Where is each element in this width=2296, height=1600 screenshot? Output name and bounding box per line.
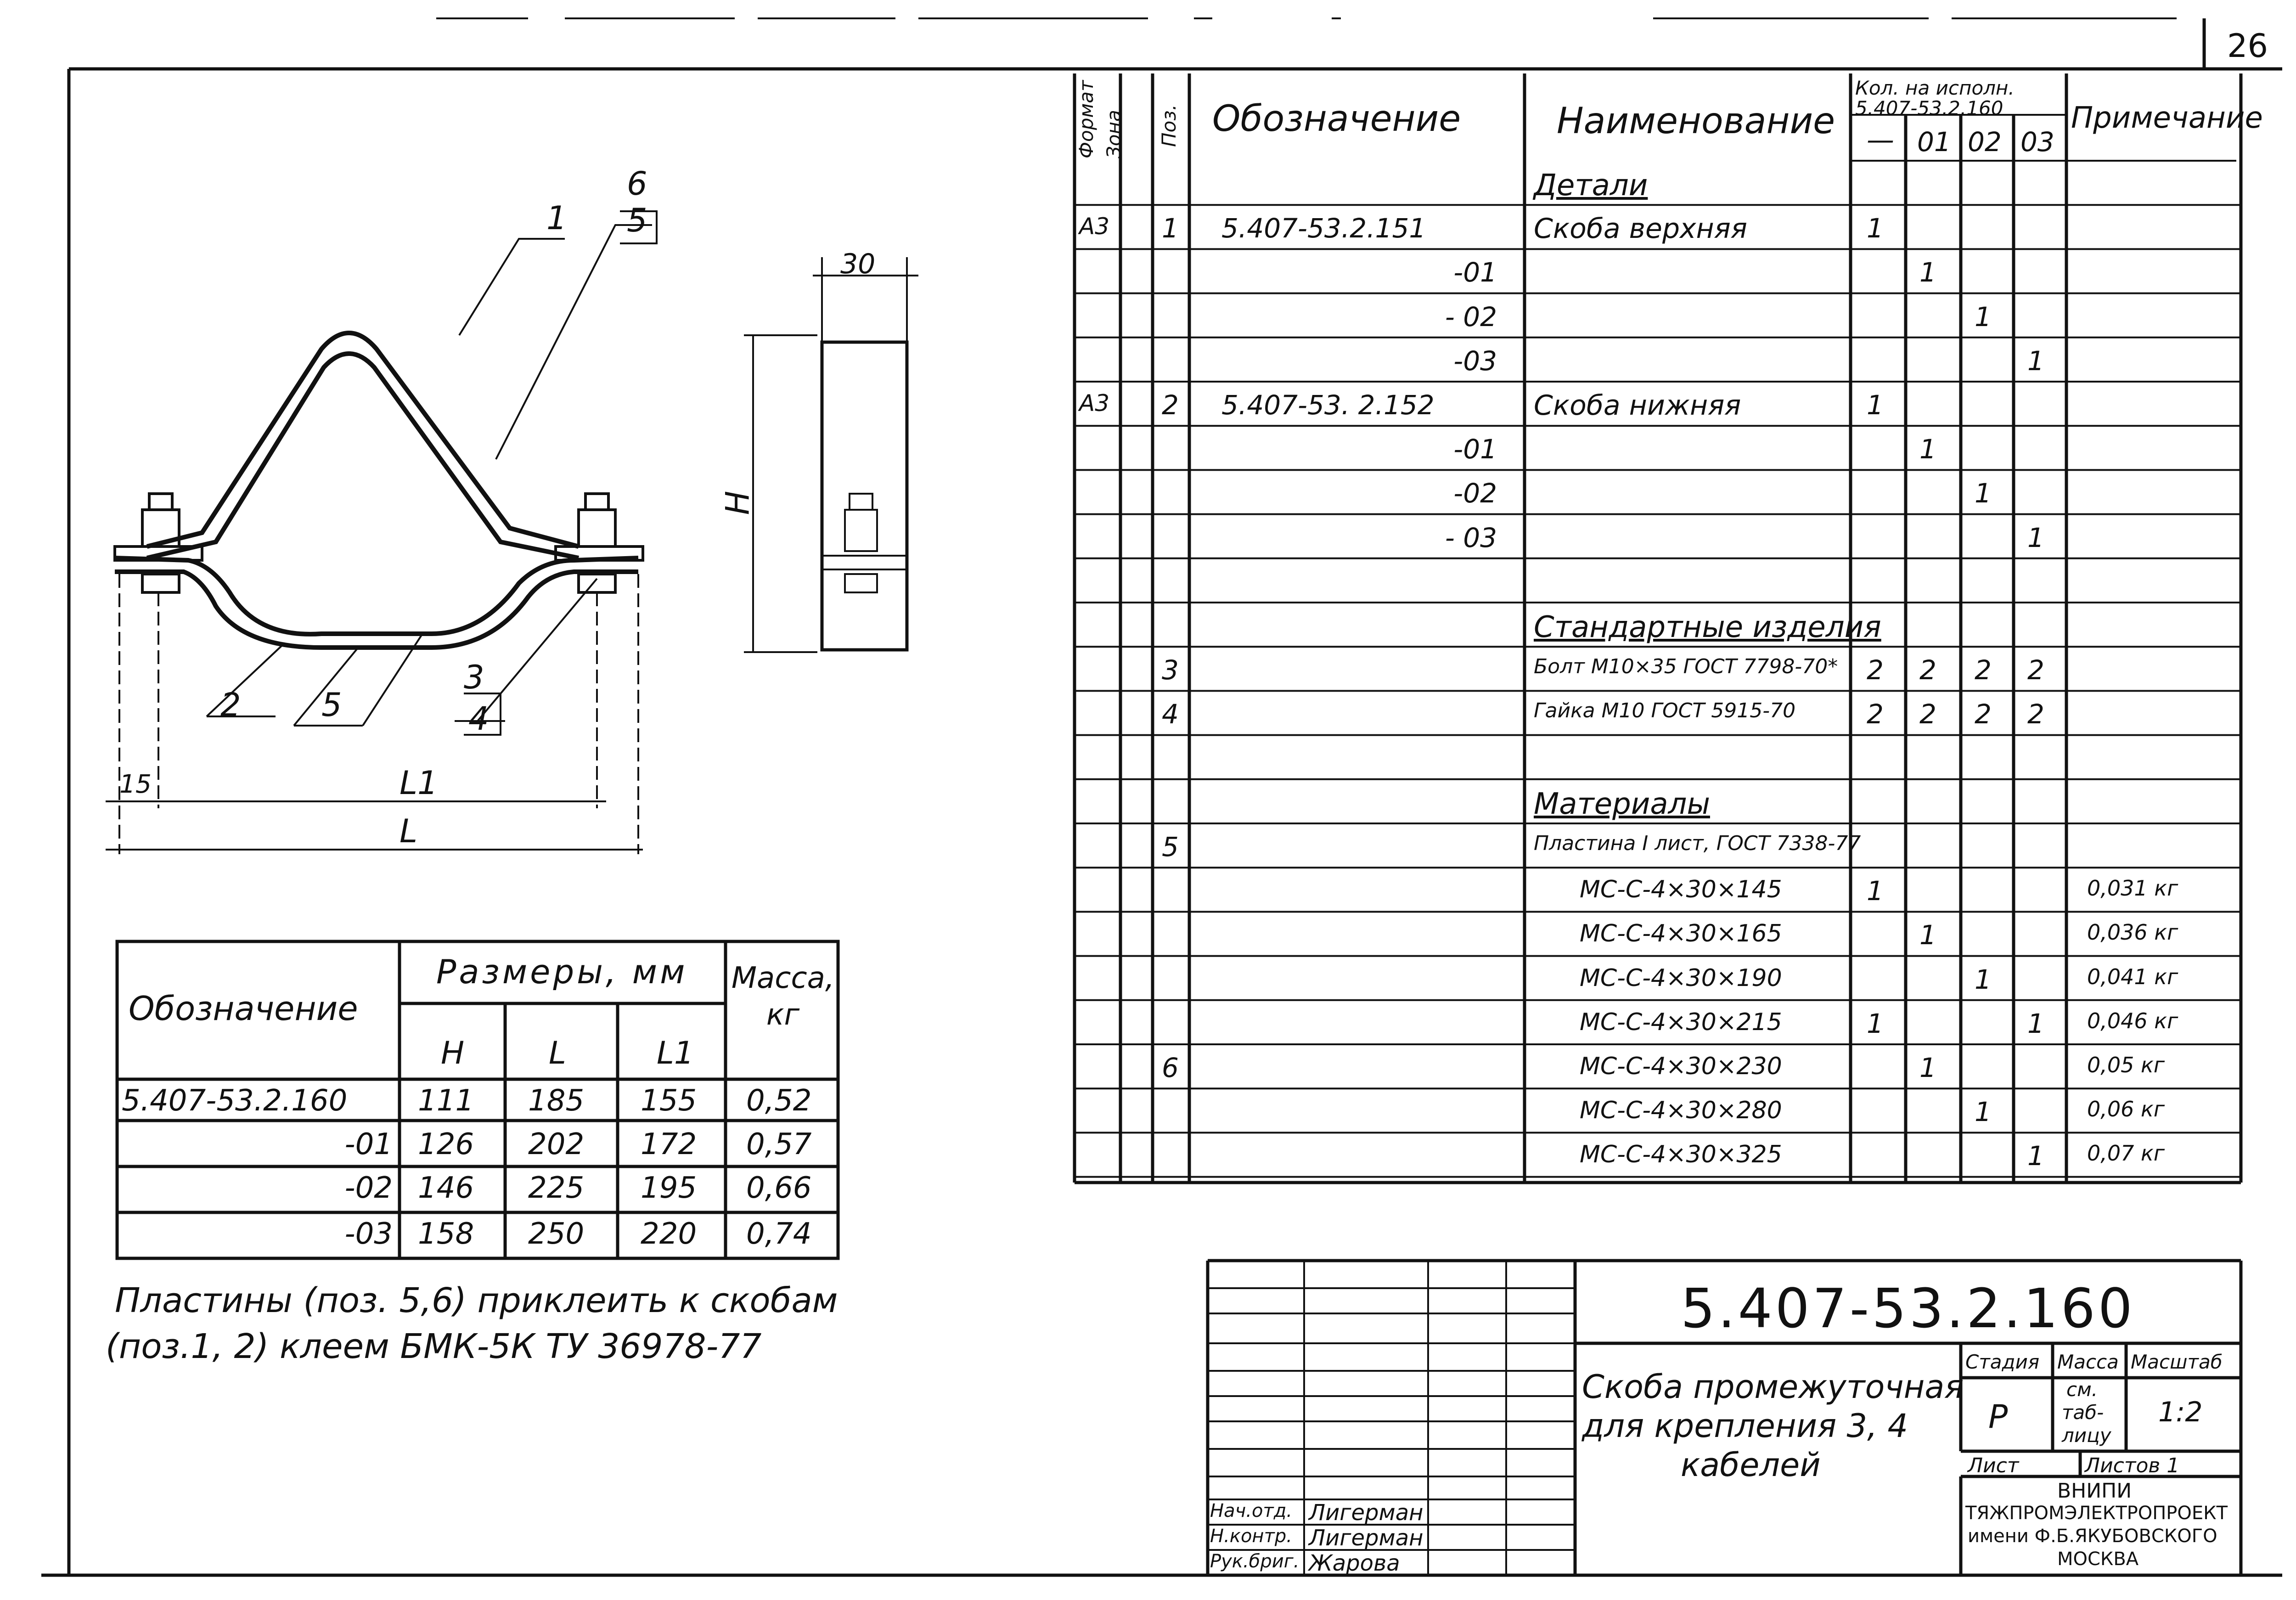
spec-cell-name: МС-С-4×30×325 (1580, 1141, 1782, 1169)
spec-cell-note: 0,046 кг (2087, 1008, 2178, 1033)
spec-cell-q2: 1 (1975, 301, 1992, 332)
mass-value-l1: см. (2066, 1378, 2098, 1401)
size-header-sizes: Размеры, мм (436, 952, 688, 991)
spec-header-name: Наименование (1557, 101, 1835, 142)
spec-header-pos: Поз. (1158, 104, 1180, 147)
size-row-designation: -02 (344, 1171, 393, 1205)
spec-header-q0: — (1867, 124, 1894, 156)
spec-cell-q0: 1 (1867, 875, 1884, 907)
spec-cell-q2: 1 (1975, 963, 1992, 995)
size-row-mass: 0,74 (746, 1217, 812, 1251)
size-row-h: 126 (418, 1127, 474, 1161)
size-row-h: 111 (418, 1084, 474, 1118)
spec-cell-q3: 1 (2027, 1140, 2044, 1172)
spec-cell-designation: - 02 (1445, 301, 1497, 332)
callout-pos2: 2 (220, 686, 241, 724)
spec-cell-q2: 1 (1975, 478, 1992, 509)
spec-cell-q0: 2 (1867, 654, 1884, 686)
spec-cell-q1: 2 (1919, 654, 1936, 686)
clamp-side-view (744, 257, 918, 652)
signer-name: Лигерман (1309, 1525, 1424, 1551)
dim-width-30: 30 (840, 248, 876, 280)
title-line3: кабелей (1681, 1446, 1821, 1484)
title-line1: Скоба промежуточная (1582, 1368, 1964, 1406)
size-row-designation: -01 (344, 1127, 393, 1161)
spec-header-designation: Обозначение (1212, 98, 1461, 140)
spec-header-q3: 03 (2020, 126, 2054, 158)
spec-cell-q3: 1 (2027, 522, 2044, 553)
size-header-designation: Обозначение (129, 989, 358, 1028)
spec-cell-note: 0,07 кг (2087, 1141, 2165, 1166)
stage-value: Р (1988, 1398, 2008, 1436)
callout-pos5: 5 (627, 202, 647, 239)
size-row-mass: 0,57 (746, 1127, 812, 1161)
spec-header-format: Формат (1075, 80, 1097, 158)
spec-cell-name: МС-С-4×30×145 (1580, 876, 1782, 904)
spec-cell-note: 0,036 кг (2087, 920, 2178, 945)
spec-cell-q3: 1 (2027, 345, 2044, 377)
dim-height-h: H (719, 490, 757, 515)
spec-header-zone: Зона (1103, 110, 1125, 158)
scale-value: 1:2 (2158, 1396, 2203, 1428)
spec-header-q1: 01 (1917, 126, 1951, 158)
spec-cell-designation: 5.407-53. 2.152 (1221, 389, 1435, 421)
signer-role: Н.контр. (1210, 1526, 1292, 1547)
spec-cell-q3: 2 (2027, 654, 2044, 686)
spec-cell-q3: 2 (2027, 699, 2044, 730)
size-row-l1: 220 (641, 1217, 697, 1251)
dim-15: 15 (119, 769, 152, 799)
signer-role: Нач.отд. (1210, 1500, 1293, 1521)
spec-cell-pos: 4 (1162, 699, 1179, 730)
spec-cell-q1: 1 (1919, 257, 1936, 288)
dim-l1: L1 (400, 764, 438, 802)
spec-cell-q0: 1 (1867, 213, 1884, 244)
clamp-front-view (106, 211, 657, 854)
spec-cell-section: Детали (1534, 169, 1648, 203)
size-row-mass: 0,52 (746, 1084, 812, 1118)
spec-cell-name: МС-С-4×30×190 (1580, 964, 1782, 992)
callout-pos3: 3 (464, 659, 484, 696)
spec-cell-q1: 2 (1919, 699, 1936, 730)
spec-cell-q2: 1 (1975, 1096, 1992, 1128)
mass-value-l3: лицу (2062, 1424, 2111, 1447)
spec-cell-pos: 6 (1162, 1052, 1179, 1083)
spec-cell-name: МС-С-4×30×230 (1580, 1053, 1782, 1080)
stage-label: Стадия (1965, 1351, 2040, 1373)
callout-pos4: 4 (468, 700, 489, 738)
spec-cell-q2: 2 (1975, 699, 1992, 730)
spec-cell-format: А3 (1079, 390, 1110, 417)
spec-cell-name: Скоба верхняя (1534, 213, 1747, 245)
mass-label: Масса (2057, 1351, 2119, 1373)
spec-cell-q2: 2 (1975, 654, 1992, 686)
spec-header-note: Примечание (2071, 101, 2263, 135)
title-line2: для крепления 3, 4 (1582, 1407, 1908, 1445)
org-line2: ТЯЖПРОМЭЛЕКТРОПРОЕКТ (1965, 1503, 2228, 1524)
sheet-number: 26 (2227, 27, 2268, 65)
spec-header-qty: Кол. на исполн. 5.407-53.2.160 (1855, 77, 2015, 120)
size-col-l1: L1 (657, 1035, 694, 1071)
spec-cell-pos: 3 (1162, 654, 1179, 686)
doc-number: 5.407-53.2.160 (1681, 1277, 2135, 1340)
callout-pos6: 6 (627, 165, 647, 203)
mass-value-l2: таб- (2062, 1401, 2104, 1424)
size-row-l: 250 (528, 1217, 585, 1251)
spec-cell-q1: 1 (1919, 1052, 1936, 1083)
spec-cell-designation: 5.407-53.2.151 (1221, 213, 1426, 244)
spec-cell-name: МС-С-4×30×165 (1580, 920, 1782, 948)
spec-cell-q3: 1 (2027, 1008, 2044, 1039)
signer-role: Рук.бриг. (1210, 1551, 1300, 1572)
spec-cell-format: А3 (1079, 213, 1110, 240)
spec-cell-q0: 1 (1867, 1008, 1884, 1039)
spec-cell-designation: -02 (1453, 478, 1497, 509)
org-line3: имени Ф.Б.ЯКУБОВСКОГО (1968, 1526, 2217, 1547)
size-row-designation: -03 (344, 1217, 393, 1251)
spec-cell-note: 0,031 кг (2087, 876, 2178, 901)
spec-cell-designation: -01 (1453, 434, 1497, 465)
spec-cell-section: Материалы (1534, 787, 1710, 821)
spec-cell-q0: 1 (1867, 389, 1884, 421)
signer-name: Лигерман (1309, 1500, 1424, 1526)
spec-cell-pos: 5 (1162, 831, 1179, 862)
signer-name: Жарова (1309, 1550, 1400, 1576)
size-header-mass: Масса, кг (731, 961, 835, 1032)
size-row-l: 202 (528, 1127, 585, 1161)
spec-cell-designation: - 03 (1445, 522, 1497, 553)
size-col-h: H (441, 1035, 465, 1071)
callout-pos1: 1 (546, 199, 567, 237)
spec-cell-designation: -03 (1453, 345, 1497, 377)
spec-cell-name: Гайка М10 ГОСТ 5915-70 (1534, 699, 1796, 723)
size-row-l: 185 (528, 1084, 585, 1118)
spec-cell-name: Скоба нижняя (1534, 389, 1741, 422)
scale-label: Масштаб (2131, 1351, 2223, 1373)
spec-cell-note: 0,05 кг (2087, 1053, 2165, 1077)
callout-pos5b: 5 (321, 686, 342, 724)
note-line1: Пластины (поз. 5,6) приклеить к скобам (115, 1281, 838, 1320)
spec-cell-q1: 1 (1919, 434, 1936, 465)
spec-cell-name: МС-С-4×30×215 (1580, 1008, 1782, 1036)
spec-cell-section: Стандартные изделия (1534, 610, 1881, 644)
spec-cell-q1: 1 (1919, 919, 1936, 951)
spec-cell-pos: 2 (1162, 389, 1179, 421)
org-line4: МОСКВА (2057, 1549, 2139, 1570)
spec-cell-note: 0,041 кг (2087, 964, 2178, 989)
note-line2: (поз.1, 2) клеем БМК-5К ТУ 36978-77 (106, 1327, 762, 1366)
spec-cell-note: 0,06 кг (2087, 1097, 2165, 1122)
spec-cell-pos: 1 (1162, 213, 1179, 244)
spec-cell-name: МС-С-4×30×280 (1580, 1097, 1782, 1125)
size-row-h: 146 (418, 1171, 474, 1205)
spec-header-q2: 02 (1968, 126, 2002, 158)
sheets-label: Листов 1 (2085, 1454, 2180, 1477)
size-row-h: 158 (418, 1217, 474, 1251)
size-col-l: L (549, 1035, 566, 1071)
size-row-mass: 0,66 (746, 1171, 812, 1205)
sheet-label: Лист (1968, 1454, 2019, 1477)
size-row-l: 225 (528, 1171, 585, 1205)
dim-l: L (400, 812, 417, 850)
size-row-designation: 5.407-53.2.160 (122, 1084, 348, 1118)
org-line1: ВНИПИ (2057, 1479, 2132, 1503)
spec-cell-q0: 2 (1867, 699, 1884, 730)
spec-cell-name: Пластина I лист, ГОСТ 7338-77 (1534, 832, 1861, 855)
spec-cell-name: Болт М10×35 ГОСТ 7798-70* (1534, 655, 1838, 679)
spec-cell-designation: -01 (1453, 257, 1497, 288)
size-row-l1: 155 (641, 1084, 697, 1118)
size-row-l1: 172 (641, 1127, 697, 1161)
size-row-l1: 195 (641, 1171, 697, 1205)
